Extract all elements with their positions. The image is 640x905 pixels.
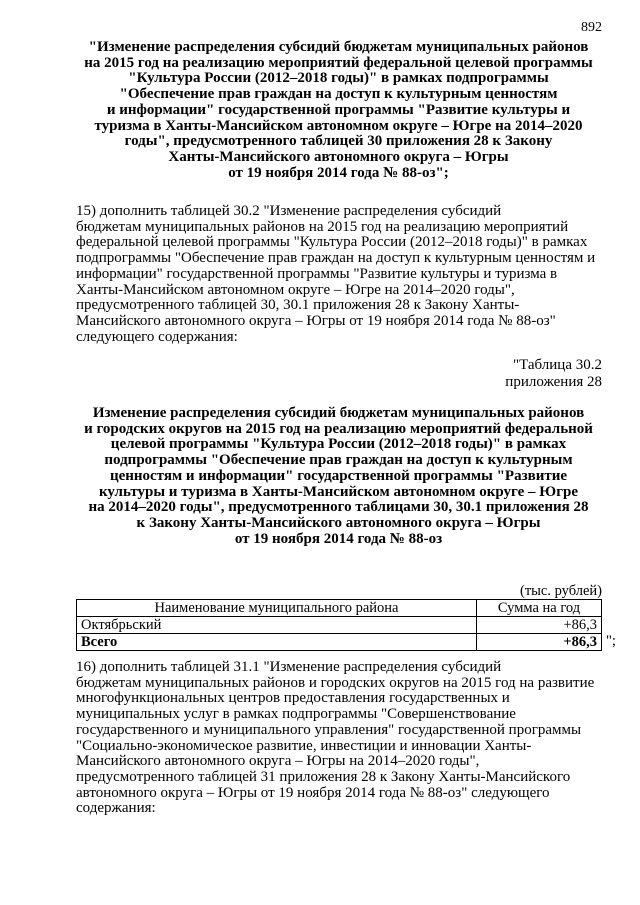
paragraph-item-16: 16) дополнить таблицей 31.1 "Изменение распределения субсидий бюджетам муниципальных районов и городских округов на 2015 год на развитие многофункциональных центров предоставления государственных и муниципальных услуг в рамках подпрограммы "Совершенствование государственного и муниципального управления" государственной программы "Социально-экономическое развитие, инвестиции и инновации Ханты- Мансийского автономного округа – Югры на 2014–2020 годы", предусмотренного таблицей 31 приложения 28 к Закону Ханты-Мансийского автономного округа – Югры от 19 ноября 2014 года № 88-оз" следующего содержания: xyxy=(76,659,595,817)
table-row xyxy=(77,617,602,634)
table-heading-30-2: Изменение распределения субсидий бюджетам муниципальных районов и городских округов на 2015 год на реализацию мероприятий федеральной целевой программы "Культура России (2012–2018 годы)" в рамках подпрограммы "Обеспечение прав граждан на доступ к культурным ценностям и информации" государственной программы "Развитие культуры и туризма в Ханты-Мансийском автономном округе – Югре на 2014–2020 годы", предусмотренного таблицами 30, 30.1 приложения 28 к Закону Ханты-Мансийского автономного округа – Югры от 19 ноября 2014 года № 88-оз xyxy=(84,405,593,547)
total-amount-cell: +86,3 xyxy=(477,634,602,651)
closing-quote-mark: "; xyxy=(606,633,616,649)
column-header-district: Наименование муниципального района xyxy=(77,600,477,617)
table-label-number: "Таблица 30.2 xyxy=(512,357,602,373)
total-label-cell: Всего xyxy=(77,634,477,651)
page-number: 892 xyxy=(581,20,602,35)
amount-cell: +86,3 xyxy=(477,617,602,634)
table-label xyxy=(505,357,602,391)
district-name-cell: Октябрьский xyxy=(77,617,477,634)
units-label: (тыс. рублей) xyxy=(520,583,602,599)
table-label-appendix: приложения 28 xyxy=(505,374,602,390)
section-heading-table-30: "Изменение распределения субсидий бюджетам муниципальных районов на 2015 год на реализацию мероприятий федеральной целевой программы "Культура России (2012–2018 годы)" в рамках подпрограммы "Обеспечение прав граждан на доступ к культурным ценностям и информации" государственной программы "Развитие культуры и туризма в Ханты-Мансийском автономном округе – Югре на 2014–2020 годы", предусмотренного таблицей 30 приложения 28 к Закону Ханты-Мансийского автономного округа – Югры от 19 ноября 2014 года № 88-оз"; xyxy=(84,39,593,181)
total-row xyxy=(77,634,602,651)
paragraph-item-15: 15) дополнить таблицей 30.2 "Изменение распределения субсидий бюджетам муниципальных районов на 2015 год на реализацию мероприятий федеральной целевой программы "Культура России (2012–2018 годы)" в рамках подпрограммы "Обеспечение прав граждан на доступ к культурным ценностям и информации" государственной программы "Развитие культуры и туризма в Ханты-Мансийском автономном округе – Югре на 2014–2020 годы", предусмотренного таблицей 30, 30.1 приложения 28 к Закону Ханты- Мансийского автономного округа – Югры от 19 ноября 2014 года № 88-оз" следующего содержания: xyxy=(76,203,596,345)
table-header-row xyxy=(77,600,602,617)
column-header-amount: Сумма на год xyxy=(477,600,602,617)
subsidy-table xyxy=(76,599,602,651)
